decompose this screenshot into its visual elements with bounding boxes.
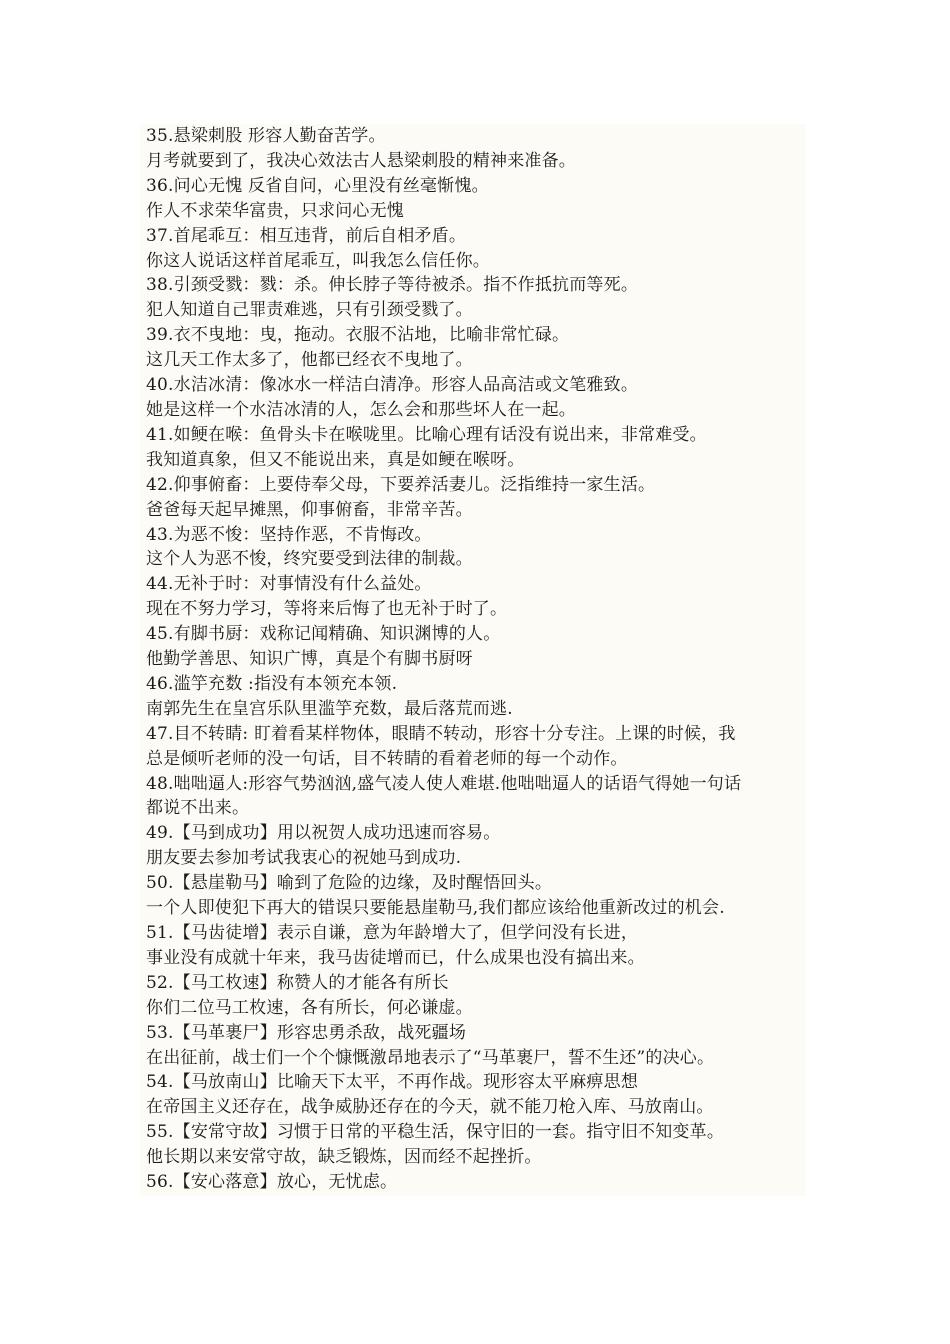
example-sentence-37: 你这人说话这样首尾乖互，叫我怎么信任你。 [146,250,490,271]
idiom-entry-38: 38.引颈受戮：戮：杀。伸长脖子等待被杀。指不作抵抗而等死。 [146,275,639,296]
example-sentence-35: 月考就要到了，我决心效法古人悬梁刺股的精神来准备。 [146,150,576,171]
idiom-entry-37: 37.首尾乖互：相互违背，前后自相矛盾。 [146,225,467,246]
idiom-entry-48-continued: 都说不出来。 [146,798,250,819]
document-text-block [140,124,806,1196]
idiom-entry-53: 53.【马革裹尸】形容忠勇杀敌，战死疆场 [146,1022,467,1043]
idiom-entry-55: 55.【安常守故】习惯于日常的平稳生活，保守旧的一套。指守旧不知变革。 [146,1122,725,1143]
example-sentence-40: 她是这样一个水洁冰清的人，怎么会和那些坏人在一起。 [146,399,576,420]
example-sentence-49: 朋友要去参加考试我衷心的祝她马到成功. [146,848,462,869]
idiom-entry-44: 44.无补于时：对事情没有什么益处。 [146,574,432,595]
idiom-entry-48: 48.咄咄逼人:形容气势汹汹,盛气凌人使人难堪.他咄咄逼人的话语气得她一句话 [146,773,742,794]
example-sentence-46: 南郭先生在皇宫乐队里滥竽充数，最后落荒而逃. [146,698,513,719]
example-sentence-42: 爸爸每天起早摊黑，仰事俯畜，非常辛苦。 [146,499,473,520]
example-sentence-44: 现在不努力学习，等将来后悔了也无补于时了。 [146,599,508,620]
example-sentence-41: 我知道真象，但又不能说出来，真是如鲠在喉呀。 [146,449,525,470]
idiom-entry-46: 46.滥竽充数 :指没有本领充本领. [146,673,398,694]
idiom-entry-49: 49.【马到成功】用以祝贺人成功迅速而容易。 [146,823,501,844]
idiom-entry-50: 50.【悬崖勒马】喻到了危险的边缘，及时醒悟回头。 [146,873,553,894]
example-sentence-53: 在出征前，战士们一个个慷慨激昂地表示了“马革裹尸，誓不生还”的决心。 [146,1047,715,1068]
idiom-entry-51: 51.【马齿徒增】表示自谦，意为年龄增大了，但学问没有长进， [146,923,639,943]
example-sentence-51: 事业没有成就十年来，我马齿徒增而已，什么成果也没有搞出来。 [146,947,645,968]
example-sentence-38: 犯人知道自己罪责难逃，只有引颈受戮了。 [146,300,473,321]
idiom-entry-52: 52.【马工枚速】称赞人的才能各有所长 [146,972,449,993]
example-sentence-50: 一个人即使犯下再大的错误只要能悬崖勒马,我们都应该给他重新改过的机会. [146,898,725,919]
example-sentence-52: 你们二位马工枚速，各有所长，何必谦虚。 [146,997,473,1018]
idiom-entry-54: 54.【马放南山】比喻天下太平，不再作战。现形容太平麻痹思想 [146,1072,639,1093]
idiom-entry-47-continued: 总是倾听老师的没一句话，目不转睛的看着老师的每一个动作。 [146,748,628,769]
idiom-entry-41: 41.如鲠在喉：鱼骨头卡在喉咙里。比喻心理有话没有说出来，非常难受。 [146,424,707,445]
idiom-entry-39: 39.衣不曳地：曳，拖动。衣服不沾地，比喻非常忙碌。 [146,325,570,346]
idiom-entry-42: 42.仰事俯畜：上要侍奉父母，下要养活妻儿。泛指维持一家生活。 [146,474,656,495]
idiom-entry-47: 47.目不转睛: 盯着看某样物体，眼睛不转动，形容十分专注。上课的时候，我 [146,723,736,744]
example-sentence-54: 在帝国主义还存在，战争威胁还存在的今天，就不能刀枪入库、马放南山。 [146,1097,714,1118]
example-sentence-55: 他长期以来安常守故，缺乏锻炼，因而经不起挫折。 [146,1147,542,1168]
example-sentence-39: 这几天工作太多了，他都已经衣不曳地了。 [146,350,473,371]
idiom-entry-36: 36.问心无愧 反省自问，心里没有丝毫惭愧。 [146,175,489,196]
example-sentence-36: 作人不求荣华富贵，只求问心无愧 [146,200,404,221]
idiom-entry-43: 43.为恶不悛：坚持作恶，不肯悔改。 [146,524,432,545]
example-sentence-43: 这个人为恶不悛，终究要受到法律的制裁。 [146,549,473,570]
idiom-entry-40: 40.水洁冰清：像冰水一样洁白清净。形容人品高洁或文笔雅致。 [146,375,639,396]
idiom-entry-56: 56.【安心落意】放心，无忧虑。 [146,1172,398,1193]
idiom-entry-35: 35.悬梁刺股 形容人勤奋苦学。 [146,126,386,146]
example-sentence-45: 他勤学善思、知识广博，真是个有脚书厨呀 [146,649,473,670]
idiom-entry-45: 45.有脚书厨：戏称记闻精确、知识渊博的人。 [146,624,501,645]
